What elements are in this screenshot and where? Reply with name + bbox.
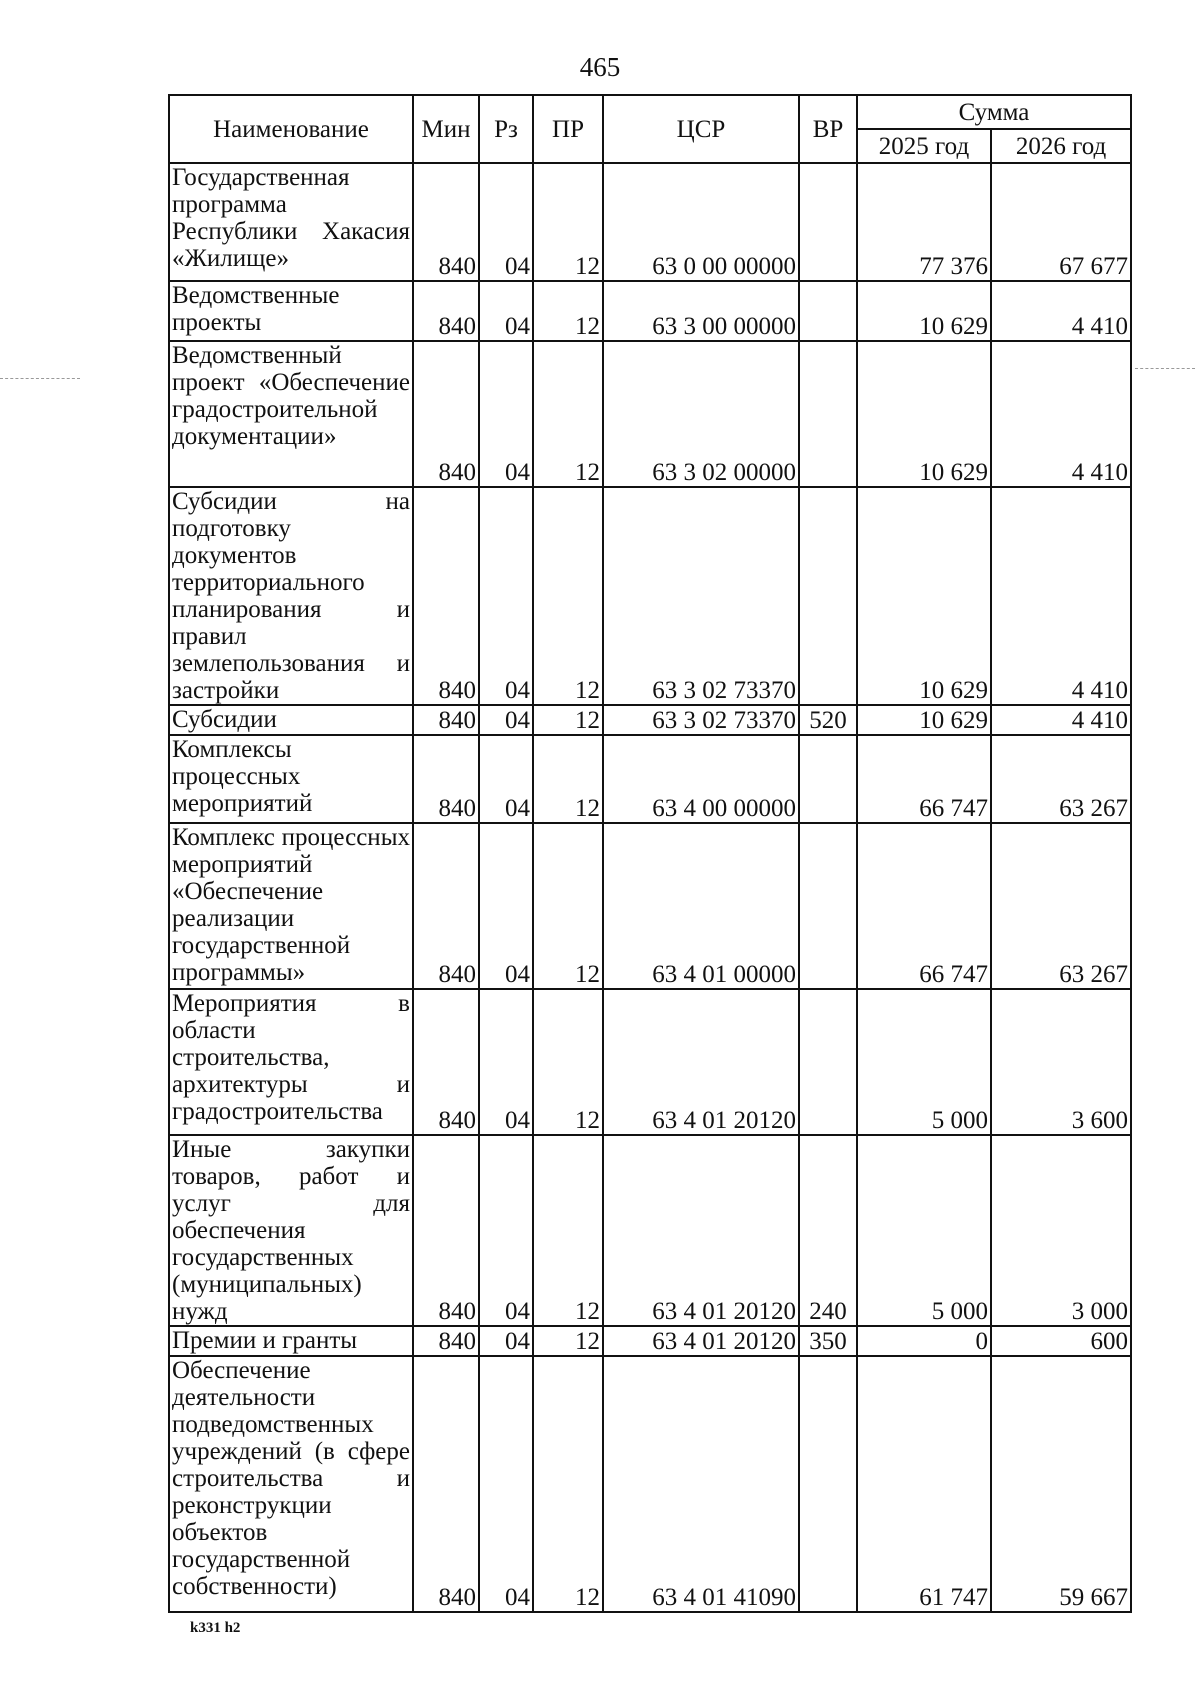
table-row (169, 163, 1131, 281)
header-vr: ВР (799, 95, 857, 163)
cell-sum-2025: 5 000 (857, 989, 991, 1135)
header-min: Мин (413, 95, 479, 163)
cell-sum-2025: 66 747 (857, 823, 991, 989)
cell-rz: 04 (479, 487, 533, 705)
cell-sum-2026: 3 000 (991, 1135, 1131, 1326)
table-row (169, 1356, 1131, 1612)
cell-rz: 04 (479, 281, 533, 341)
header-rz: Рз (479, 95, 533, 163)
cell-min: 840 (413, 341, 479, 487)
cell-csr: 63 4 00 00000 (603, 735, 799, 823)
cell-rz: 04 (479, 341, 533, 487)
cell-vr (799, 487, 857, 705)
margin-mark-right (1135, 368, 1195, 369)
cell-csr: 63 4 01 20120 (603, 989, 799, 1135)
cell-pr: 12 (533, 1356, 603, 1612)
cell-sum-2026: 67 677 (991, 163, 1131, 281)
cell-sum-2025: 0 (857, 1326, 991, 1356)
cell-min: 840 (413, 705, 479, 735)
cell-min: 840 (413, 281, 479, 341)
cell-rz: 04 (479, 1135, 533, 1326)
cell-csr: 63 4 01 20120 (603, 1326, 799, 1356)
cell-rz: 04 (479, 823, 533, 989)
cell-rz: 04 (479, 1326, 533, 1356)
cell-min: 840 (413, 989, 479, 1135)
table-row (169, 823, 1131, 989)
cell-vr (799, 823, 857, 989)
cell-rz: 04 (479, 163, 533, 281)
cell-vr (799, 163, 857, 281)
cell-sum-2025: 10 629 (857, 341, 991, 487)
cell-pr: 12 (533, 163, 603, 281)
cell-sum-2026: 4 410 (991, 341, 1131, 487)
cell-pr: 12 (533, 989, 603, 1135)
table-row (169, 281, 1131, 341)
cell-name: Субсидии (169, 705, 413, 735)
cell-rz: 04 (479, 989, 533, 1135)
cell-name: Субсидии на подготовку документов территориального планирования и правил землепользования и застройки (169, 487, 413, 705)
cell-csr: 63 3 02 73370 (603, 487, 799, 705)
cell-vr: 520 (799, 705, 857, 735)
cell-csr: 63 3 00 00000 (603, 281, 799, 341)
table-row (169, 1135, 1131, 1326)
cell-vr: 240 (799, 1135, 857, 1326)
cell-csr: 63 4 01 00000 (603, 823, 799, 989)
header-year-2025: 2025 год (857, 129, 991, 163)
header-sum: Сумма (857, 95, 1131, 129)
margin-mark-left (0, 378, 80, 379)
cell-min: 840 (413, 735, 479, 823)
cell-sum-2026: 59 667 (991, 1356, 1131, 1612)
cell-sum-2026: 3 600 (991, 989, 1131, 1135)
cell-vr (799, 341, 857, 487)
cell-min: 840 (413, 163, 479, 281)
table-row (169, 735, 1131, 823)
cell-pr: 12 (533, 823, 603, 989)
header-name: Наименование (169, 95, 413, 163)
cell-csr: 63 3 02 73370 (603, 705, 799, 735)
cell-rz: 04 (479, 735, 533, 823)
cell-name: Государственная программа Республики Хакасия «Жилище» (169, 163, 413, 281)
cell-sum-2025: 10 629 (857, 705, 991, 735)
cell-name: Комплексы процессных мероприятий (169, 735, 413, 823)
cell-csr: 63 3 02 00000 (603, 341, 799, 487)
cell-pr: 12 (533, 705, 603, 735)
cell-csr: 63 4 01 20120 (603, 1135, 799, 1326)
cell-pr: 12 (533, 487, 603, 705)
cell-csr: 63 4 01 41090 (603, 1356, 799, 1612)
page-number: 465 (579, 52, 621, 82)
cell-name: Премии и гранты (169, 1326, 413, 1356)
cell-name: Обеспечение деятельности подведомственных учреждений (в сфере строительства и реконструкции объектов государственной собственности) (169, 1356, 413, 1612)
cell-sum-2025: 5 000 (857, 1135, 991, 1326)
table-body (169, 163, 1131, 1612)
table-row (169, 705, 1131, 735)
cell-sum-2025: 77 376 (857, 163, 991, 281)
cell-rz: 04 (479, 1356, 533, 1612)
cell-name: Комплекс процессных мероприятий «Обеспечение реализации государственной программы» (169, 823, 413, 989)
cell-sum-2025: 10 629 (857, 281, 991, 341)
cell-pr: 12 (533, 735, 603, 823)
cell-sum-2026: 63 267 (991, 735, 1131, 823)
table-row (169, 341, 1131, 487)
header-csr: ЦСР (603, 95, 799, 163)
header-pr: ПР (533, 95, 603, 163)
cell-vr (799, 989, 857, 1135)
cell-min: 840 (413, 1326, 479, 1356)
footer-code: k331 h2 (190, 1620, 241, 1636)
table-row (169, 487, 1131, 705)
cell-sum-2026: 4 410 (991, 487, 1131, 705)
cell-vr: 350 (799, 1326, 857, 1356)
cell-csr: 63 0 00 00000 (603, 163, 799, 281)
cell-vr (799, 735, 857, 823)
cell-min: 840 (413, 487, 479, 705)
cell-vr (799, 1356, 857, 1612)
cell-name: Иные закупки товаров, работ и услуг для обеспечения государственных (муниципальных) нужд (169, 1135, 413, 1326)
cell-pr: 12 (533, 341, 603, 487)
cell-pr: 12 (533, 281, 603, 341)
cell-min: 840 (413, 1356, 479, 1612)
cell-name: Мероприятия в области строительства, архитектуры и градостроительства (169, 989, 413, 1135)
cell-sum-2025: 66 747 (857, 735, 991, 823)
table-row (169, 989, 1131, 1135)
cell-sum-2026: 600 (991, 1326, 1131, 1356)
cell-min: 840 (413, 823, 479, 989)
cell-sum-2026: 4 410 (991, 705, 1131, 735)
cell-name: Ведомственный проект «Обеспечение градостроительной документации» (169, 341, 413, 487)
cell-min: 840 (413, 1135, 479, 1326)
cell-pr: 12 (533, 1326, 603, 1356)
cell-name: Ведомственные проекты (169, 281, 413, 341)
cell-sum-2025: 61 747 (857, 1356, 991, 1612)
cell-pr: 12 (533, 1135, 603, 1326)
budget-table (168, 94, 1132, 1613)
cell-rz: 04 (479, 705, 533, 735)
cell-vr (799, 281, 857, 341)
cell-sum-2026: 4 410 (991, 281, 1131, 341)
cell-sum-2026: 63 267 (991, 823, 1131, 989)
header-year-2026: 2026 год (991, 129, 1131, 163)
cell-sum-2025: 10 629 (857, 487, 991, 705)
table-row (169, 1326, 1131, 1356)
table-header (169, 95, 1131, 163)
